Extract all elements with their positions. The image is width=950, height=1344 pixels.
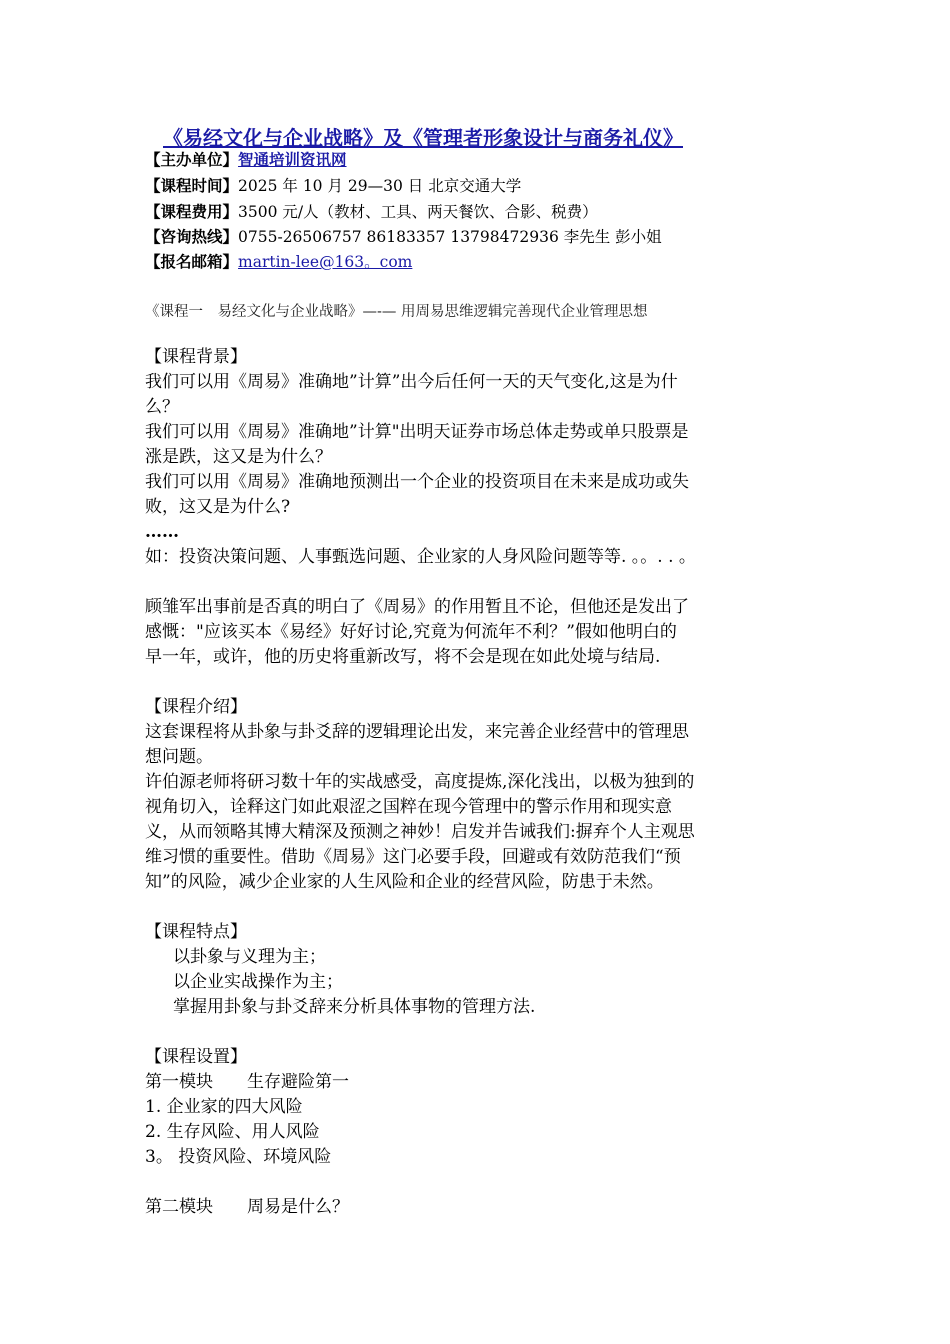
intro-line: 知”的风险，减少企业家的人生风险和企业的经营风险，防患于未然。 <box>145 872 664 892</box>
gu-line: 感慨："应该买本《易经》好好讨论,究竟为何流年不利？”假如他明白的 <box>145 622 677 642</box>
background-line: 败，这又是为什么? <box>145 497 291 517</box>
background-line: 涨是跌，这又是为什么？ <box>145 447 332 467</box>
background-section <box>145 345 785 1220</box>
blank-line <box>145 1020 785 1045</box>
module-one-item: 1. 企业家的四大风险 <box>145 1097 303 1117</box>
intro-line: 维习惯的重要性。借助《周易》这门必要手段，回避或有效防范我们“预 <box>145 847 681 867</box>
feature-item: 以企业实战操作为主； <box>173 972 343 992</box>
hotline-value: 0755-26506757 86183357 13798472936 李先生 彭小姐 <box>238 228 662 246</box>
hotline-label: 【咨询热线】 <box>145 227 239 246</box>
blank-line <box>145 670 785 695</box>
background-line: 我们可以用《周易》准确地预测出一个企业的投资项目在未来是成功或失 <box>145 472 689 492</box>
time-row <box>145 176 521 196</box>
fee-value: 3500 元/人（教材、工具、两天餐饮、合影、税费） <box>238 203 598 221</box>
intro-heading: 【课程介绍】 <box>145 697 247 717</box>
course-one-subtitle: 《课程一 易经文化与企业战略》—-— 用周易思维逻辑完善现代企业管理思想 <box>145 304 648 320</box>
background-line: 我们可以用《周易》准确地”计算”出今后任何一天的天气变化,这是为什 <box>145 372 678 392</box>
intro-line: 义，从而领略其博大精深及预测之神妙！启发并告诫我们:摒弃个人主观思 <box>145 822 695 842</box>
gu-line: 早一年，或许，他的历史将重新改写，将不会是现在如此处境与结局. <box>145 647 661 667</box>
fee-label: 【课程费用】 <box>145 202 239 221</box>
module-one-title: 第一模块 生存避险第一 <box>145 1072 349 1092</box>
email-link[interactable]: martin-lee@163。com <box>238 253 413 271</box>
host-link[interactable]: 智通培训资讯网 <box>238 150 347 169</box>
course-title[interactable]: 《易经文化与企业战略》及《管理者形象设计与商务礼仪》 <box>163 126 683 150</box>
intro-line: 许伯源老师将研习数十年的实战感受，高度提炼,深化浅出，以极为独到的 <box>145 772 695 792</box>
feature-item: 以卦象与义理为主； <box>173 947 326 967</box>
background-heading: 【课程背景】 <box>145 347 247 367</box>
hotline-row <box>145 227 662 247</box>
module-one-item: 2. 生存风险、用人风险 <box>145 1122 320 1142</box>
features-heading: 【课程特点】 <box>145 922 247 942</box>
time-label: 【课程时间】 <box>145 176 239 195</box>
intro-line: 这套课程将从卦象与卦爻辞的逻辑理论出发，来完善企业经营中的管理思 <box>145 722 689 742</box>
setup-heading: 【课程设置】 <box>145 1047 247 1067</box>
module-two-title: 第二模块 周易是什么？ <box>145 1197 349 1217</box>
intro-line: 想问题。 <box>145 747 213 767</box>
blank-line <box>145 570 785 595</box>
host-row <box>145 150 347 170</box>
background-line: 我们可以用《周易》准确地”计算"出明天证券市场总体走势或单只股票是 <box>145 422 689 442</box>
blank-line <box>145 895 785 920</box>
background-ellipsis: …… <box>145 522 179 542</box>
host-label: 【主办单位】 <box>145 150 239 169</box>
blank-line <box>145 1170 785 1195</box>
fee-row <box>145 202 598 222</box>
background-line: 如：投资决策问题、人事甄选问题、企业家的人身风险问题等等. 。。. . 。 <box>145 547 696 567</box>
gu-line: 顾雏军出事前是否真的明白了《周易》的作用暂且不论，但他还是发出了 <box>145 597 689 617</box>
intro-line: 视角切入，诠释这门如此艰涩之国粹在现今管理中的警示作用和现实意 <box>145 797 672 817</box>
time-value: 2025 年 10 月 29—30 日 北京交通大学 <box>238 177 522 195</box>
email-row <box>145 252 412 272</box>
feature-item: 掌握用卦象与卦爻辞来分析具体事物的管理方法. <box>173 997 536 1017</box>
background-line: 么？ <box>145 397 179 417</box>
module-one-item: 3。 投资风险、环境风险 <box>145 1147 332 1167</box>
email-label: 【报名邮箱】 <box>145 252 239 271</box>
